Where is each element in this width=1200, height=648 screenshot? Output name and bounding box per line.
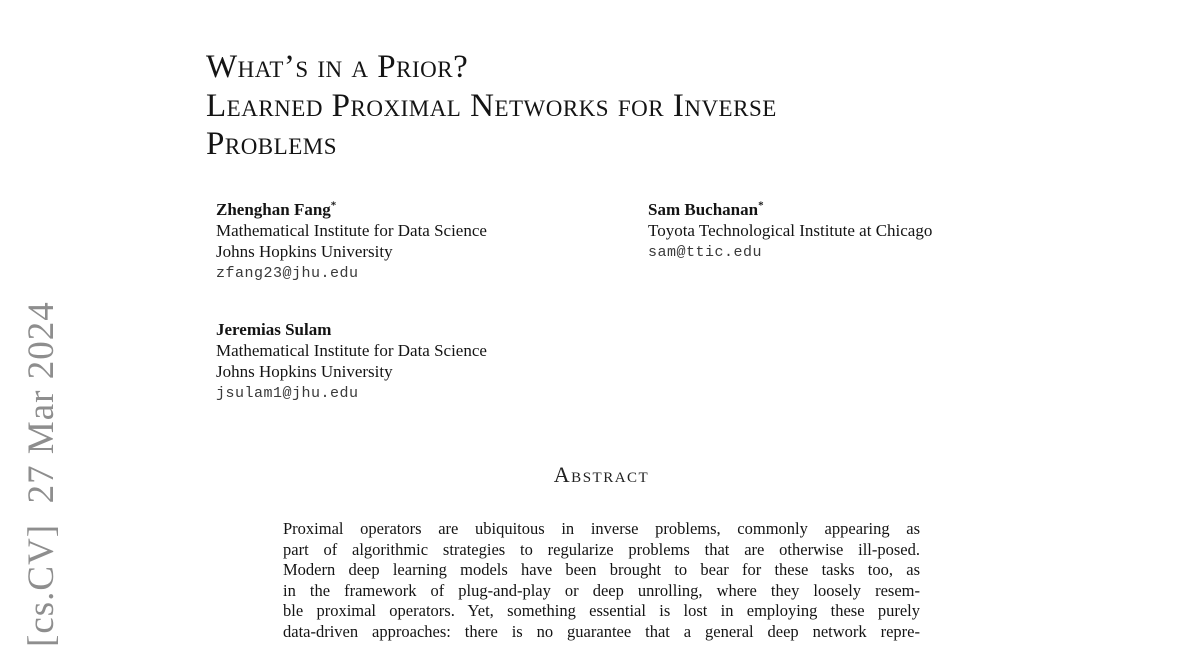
- author-email: sam@ttic.edu: [648, 244, 763, 261]
- author-asterisk: *: [758, 199, 764, 212]
- title-line-3: Problems: [206, 126, 337, 162]
- abstract-line: ble proximal operators. Yet, something essential is lost in employing these purely: [283, 601, 920, 621]
- author-block-sulam: [216, 319, 636, 404]
- author-affiliation: Johns Hopkins University: [216, 362, 393, 381]
- author-name: [648, 199, 1068, 220]
- author-name: [216, 319, 636, 340]
- abstract-line: in the framework of plug-and-play or deep unrolling, where they loosely resem-: [283, 580, 920, 600]
- author-email: jsulam1@jhu.edu: [216, 385, 359, 402]
- arxiv-sidebar-stamp: [cs.CV] 27 Mar 2024: [21, 301, 62, 647]
- abstract-heading: Abstract: [553, 462, 650, 487]
- abstract-line: data-driven approaches: there is no guarantee that a general deep network repre-: [283, 621, 920, 641]
- author-asterisk: *: [330, 199, 337, 212]
- abstract-line: part of algorithmic strategies to regularize problems that are otherwise ill-posed.: [283, 539, 920, 559]
- author-block-fang: [216, 199, 636, 284]
- abstract-line: Proximal operators are ubiquitous in inverse problems, commonly appearing as: [283, 519, 920, 538]
- author-name-text: Zhenghan Fang: [216, 200, 331, 219]
- abstract-line: Modern deep learning models have been brought to bear for these tasks too, as: [283, 560, 920, 580]
- author-name-text: Jeremias Sulam: [216, 320, 332, 339]
- author-affiliation: Mathematical Institute for Data Science: [216, 221, 487, 240]
- author-name: [216, 199, 636, 220]
- abstract-text: [283, 519, 920, 643]
- title-line-1: What’s in a Prior?: [206, 49, 469, 85]
- author-affiliation: Mathematical Institute for Data Science: [216, 341, 487, 360]
- author-email: zfang23@jhu.edu: [216, 265, 359, 282]
- author-affiliation: Johns Hopkins University: [216, 242, 393, 261]
- paper-title: [206, 48, 966, 164]
- title-line-2: Learned Proximal Networks for Inverse: [206, 87, 777, 124]
- author-affiliation: Toyota Technological Institute at Chicago: [648, 221, 933, 240]
- author-block-buchanan: [648, 199, 1068, 263]
- author-name-text: Sam Buchanan: [648, 200, 759, 219]
